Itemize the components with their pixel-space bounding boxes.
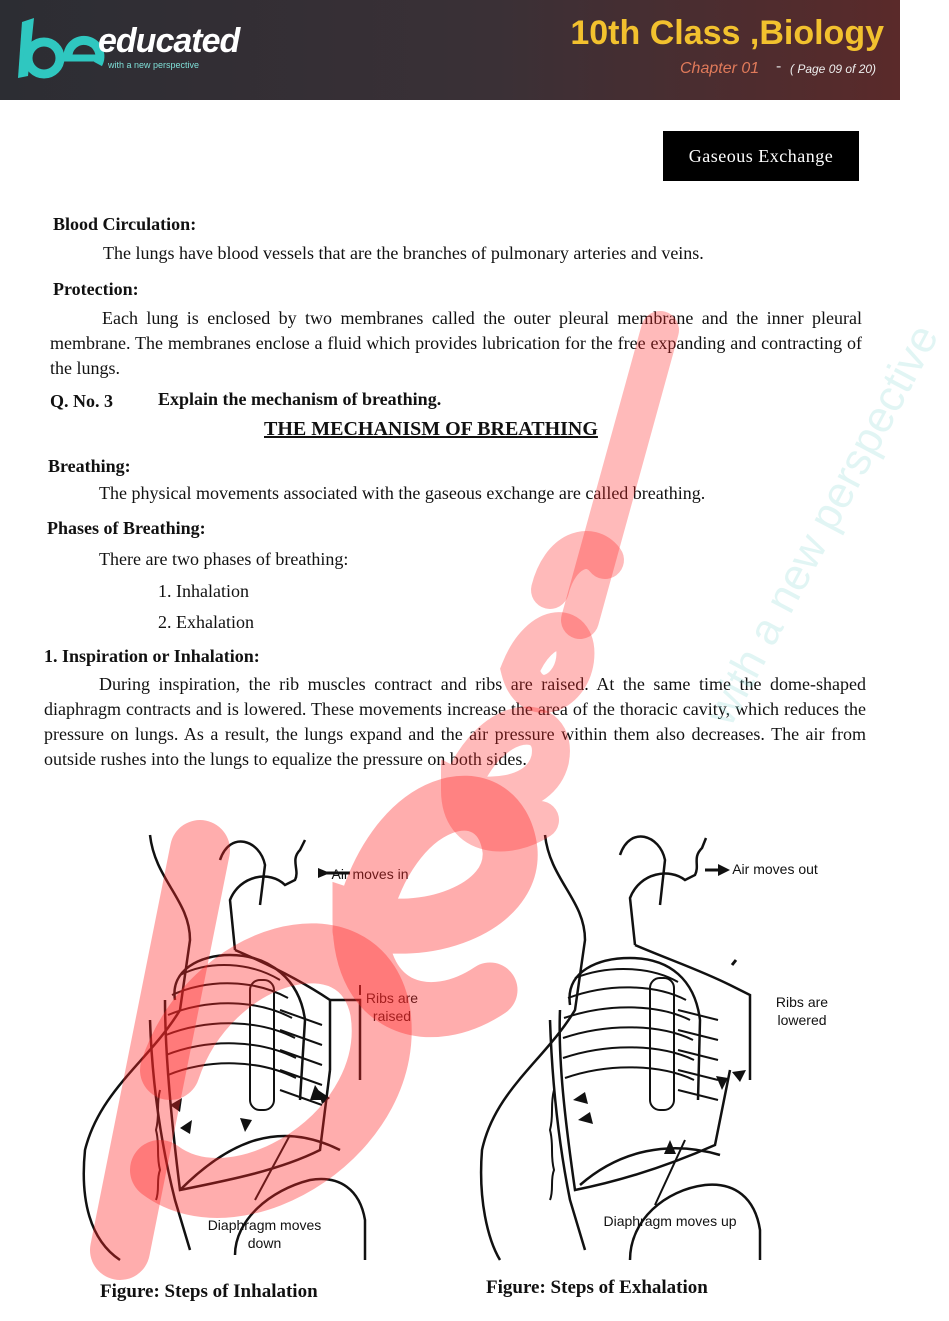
question-text: Explain the mechanism of breathing. xyxy=(158,389,442,409)
logo-be-icon xyxy=(14,14,106,86)
inhale-diaphragm-label: Diaphragm moves down xyxy=(207,1217,322,1251)
page-header xyxy=(0,0,900,100)
exhalation-diagram xyxy=(460,820,790,1280)
logo-wordmark: educated xyxy=(98,22,240,60)
inhalation-diagram xyxy=(60,820,390,1280)
section-heading: THE MECHANISM OF BREATHING xyxy=(264,418,598,440)
phases-title: Phases of Breathing: xyxy=(47,518,206,538)
question-number: Q. No. 3 xyxy=(50,391,113,411)
inhale-air-label: Air moves in xyxy=(331,866,409,882)
protection-text: Each lung is enclosed by two membranes called the outer pleural membrane and the inner pleural membrane. The membranes enclose a fluid which provides lubrication for the free expanding and contracting of the lungs. xyxy=(50,308,862,378)
breathing-text: The physical movements associated with the gaseous exchange are called breathing. xyxy=(99,483,706,503)
phases-intro: There are two phases of breathing: xyxy=(99,549,349,569)
watermark-tagline: with a new perspective xyxy=(696,316,949,733)
exhale-ribs-label: Ribs are lowered xyxy=(775,994,829,1028)
page-number: ( Page 09 of 20) xyxy=(790,62,877,76)
exhalation-caption: Figure: Steps of Exhalation xyxy=(486,1277,708,1298)
chapter-label: Chapter 01 xyxy=(680,60,760,77)
inhale-ribs-label: Ribs are raised xyxy=(365,990,419,1024)
blood-circulation-title: Blood Circulation: xyxy=(53,214,197,234)
inhalation-caption: Figure: Steps of Inhalation xyxy=(100,1281,318,1302)
protection-title: Protection: xyxy=(53,279,139,299)
logo-tagline: with a new perspective xyxy=(108,60,200,70)
exhale-diaphragm-label: Diaphragm moves up xyxy=(603,1213,737,1229)
inspiration-title: 1. Inspiration or Inhalation: xyxy=(44,646,260,666)
phase-item-exhalation: 2. Exhalation xyxy=(158,612,254,632)
topic-badge: Gaseous Exchange xyxy=(663,131,859,181)
exhale-air-label: Air moves out xyxy=(732,861,818,877)
header-separator: - xyxy=(776,58,782,75)
blood-circulation-text: The lungs have blood vessels that are the branches of pulmonary arteries and veins. xyxy=(103,243,704,263)
page-title: 10th Class ,Biology xyxy=(570,14,884,52)
inspiration-text: During inspiration, the rib muscles contract and ribs are raised. At the same time the dome-shaped diaphragm contracts and is lowered. These movements increase the area of the thoracic cavity, which reduces the pressure on lungs. As a result, the lungs expand and the air pressure within them also decreases. The air from outside rushes into the lungs to equalize the pressure on both sides. xyxy=(44,674,866,769)
phase-item-inhalation: 1. Inhalation xyxy=(158,581,249,601)
breathing-title: Breathing: xyxy=(48,456,131,476)
